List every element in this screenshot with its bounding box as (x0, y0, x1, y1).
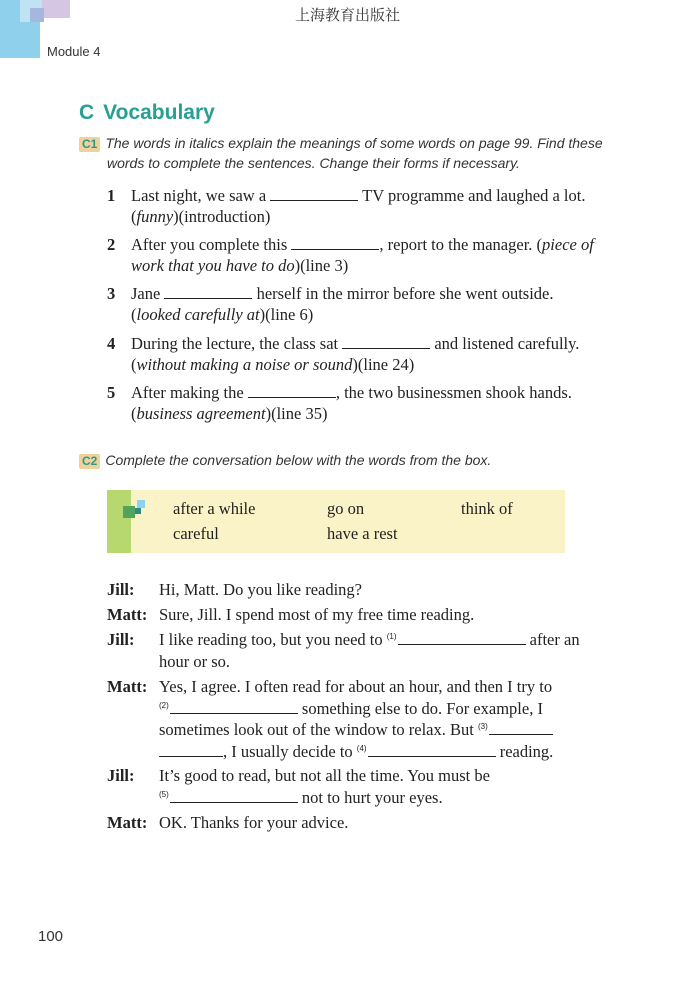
section-name: Vocabulary (103, 101, 215, 124)
c1-item-1: 1 Last night, we saw a TV programme and laughed a lot. (funny)(introduction) (107, 186, 586, 226)
speaker: Matt: (107, 813, 148, 832)
item-hint: funny (136, 207, 174, 226)
gap-number: (1) (386, 632, 397, 641)
item-number: 1 (107, 186, 116, 205)
publisher-header: 上海教育出版社 (294, 6, 400, 24)
gap-number: (5) (159, 789, 169, 799)
answer-blank[interactable] (270, 186, 358, 201)
item-hint: looked carefully at (136, 305, 260, 324)
section-letter: C (79, 101, 95, 124)
speaker: Matt: (107, 677, 148, 696)
word-option: go on (327, 499, 365, 518)
word-option: after a while (173, 499, 256, 518)
speaker: Jill: (107, 630, 135, 649)
c1-instruction (79, 133, 603, 153)
item-number: 4 (107, 334, 116, 353)
page-number: 100 (38, 928, 64, 945)
dialogue-line: Matt: Sure, Jill. I spend most of my free time reading. (107, 605, 475, 624)
word-option: have a rest (327, 524, 398, 543)
c1-item-4: 4 During the lecture, the class sat and listened carefully. (without making a noise or sound)(line 24) (107, 334, 580, 374)
c1-instruction-line1: The words in italics explain the meanings of some words on page 99. Find these (105, 135, 603, 151)
c1-instruction-line2: words to complete the sentences. Change their forms if necessary. (107, 155, 520, 171)
gap-blank[interactable] (489, 720, 553, 735)
item-number: 3 (107, 284, 116, 303)
item-number: 5 (107, 383, 116, 402)
speaker: Jill: (107, 766, 135, 785)
c2-instruction-text: Complete the conversation below with the words from the box. (105, 452, 492, 468)
dialogue-line: Jill: I like reading too, but you need to $^{(1)}$ after an hour or so. (107, 630, 580, 671)
gap-blank[interactable] (170, 788, 298, 803)
answer-blank[interactable] (164, 284, 252, 299)
dialogue-line: Jill: Hi, Matt. Do you like reading? (107, 580, 362, 599)
c2-instruction (79, 450, 491, 470)
squares-icon (123, 498, 149, 520)
item-hint: without making a noise or sound (136, 355, 353, 374)
c1-item-3: 3 Jane herself in the mirror before she went outside. (looked carefully at)(line 6) (107, 284, 554, 324)
gap-blank[interactable] (170, 699, 298, 714)
item-hint: piece of work that you have to do (131, 235, 594, 275)
answer-blank[interactable] (291, 235, 379, 250)
word-box (107, 490, 565, 553)
gap-blank-continued[interactable] (159, 742, 223, 757)
gap-blank[interactable] (398, 630, 526, 645)
c1-tag: C1 (79, 137, 100, 152)
item-hint: business agreement (136, 404, 266, 423)
dialogue-line: Matt: OK. Thanks for your advice. (107, 813, 349, 832)
gap-number: (2) (159, 700, 169, 710)
word-option: careful (173, 524, 219, 543)
word-option: think of (461, 499, 513, 518)
dialogue-line: Matt: Yes, I agree. I often read for about an hour, and then I try to $^{(2)}$ something else to do. For example, I sometimes look out of the window to relax. But $^{(3)}$ , I usually decide to $^{(4)}$ reading. (107, 677, 554, 761)
section-title (79, 101, 215, 125)
speaker: Matt: (107, 605, 148, 624)
c1-item-2: 2 After you complete this , report to the manager. (piece of work that you have to do)(line 3) (107, 235, 594, 275)
module-label: Module 4 (47, 44, 101, 59)
dialogue-line: Jill: It’s good to read, but not all the time. You must be $^{(5)}$ not to hurt your eyes. (107, 766, 490, 807)
speaker: Jill: (107, 580, 135, 599)
gap-number: (3) (477, 722, 488, 731)
answer-blank[interactable] (342, 334, 430, 349)
gap-number: (4) (356, 743, 367, 753)
answer-blank[interactable] (248, 383, 336, 398)
gap-blank[interactable] (368, 742, 496, 757)
item-number: 2 (107, 235, 116, 254)
c2-tag: C2 (79, 454, 100, 469)
c1-item-5: 5 After making the , the two businessmen shook hands. (business agreement)(line 35) (107, 383, 572, 423)
